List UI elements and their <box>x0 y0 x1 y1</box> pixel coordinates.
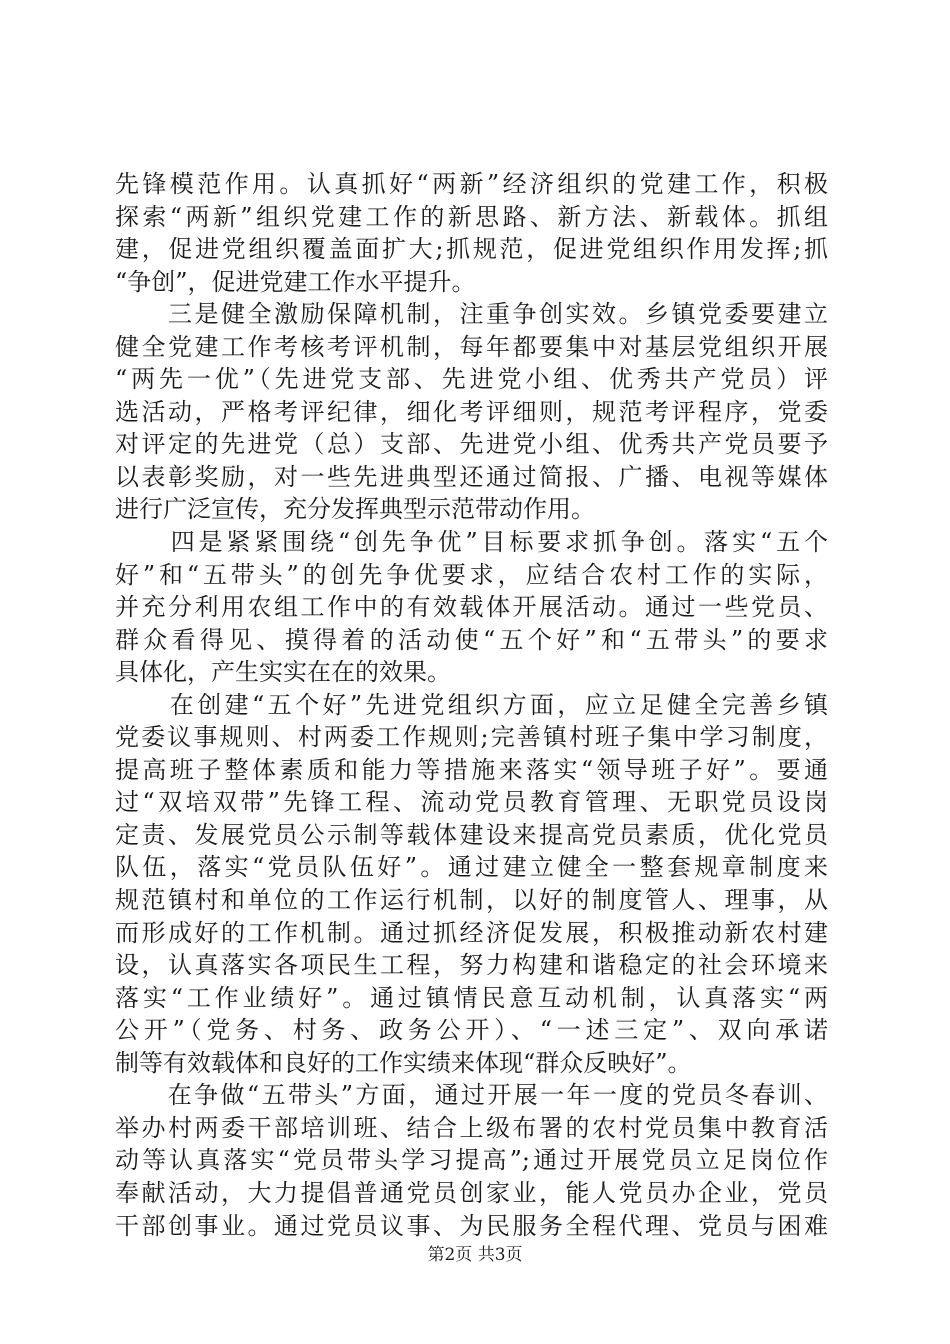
text-line: 群众看得见、摸得着的活动使“五个好”和“五带头”的要求 <box>115 625 828 654</box>
text-line: “争创”，促进党建工作水平提升。 <box>115 267 476 296</box>
text-line: 公开”（党务、村务、政务公开）、“一述三定”、双向承诺 <box>115 1016 828 1045</box>
text-line: 三是健全激励保障机制，注重争创实效。乡镇党委要建立 <box>115 300 828 329</box>
text-line: 动等认真落实“党员带头学习提高”;通过开展党员立足岗位作 <box>115 1146 828 1175</box>
text-line: 建，促进党组织覆盖面扩大;抓规范，促进党组织作用发挥;抓 <box>115 235 828 264</box>
text-line: 并充分利用农组工作中的有效载体开展活动。通过一些党员、 <box>115 593 828 622</box>
text-line: 队伍，落实“党员队伍好”。通过建立健全一整套规章制度来 <box>115 853 828 882</box>
text-line: 健全党建工作考核考评机制，每年都要集中对基层党组织开展 <box>115 332 828 361</box>
text-line: “两先一优”（先进党支部、先进党小组、优秀共产党员）评 <box>115 365 828 394</box>
text-line: 党委议事规则、村两委工作规则;完善镇村班子集中学习制度， <box>115 723 828 752</box>
text-line: 举办村两委干部培训班、结合上级布署的农村党员集中教育活 <box>115 1113 828 1142</box>
document-body <box>115 168 828 1242</box>
text-line: 选活动，严格考评纪律，细化考评细则，规范考评程序，党委 <box>115 397 828 426</box>
text-line: 进行广泛宣传，充分发挥典型示范带动作用。 <box>115 495 595 524</box>
text-line: 而形成好的工作机制。通过抓经济促发展，积极推动新农村建 <box>115 918 828 947</box>
text-line: 探索“两新”组织党建工作的新思路、新方法、新载体。抓组 <box>115 202 828 231</box>
text-line: 四是紧紧围绕“创先争优”目标要求抓争创。落实“五个 <box>115 528 828 557</box>
text-line: 落实“工作业绩好”。通过镇情民意互动机制，认真落实“两 <box>115 983 828 1012</box>
page-number-label: 第2页 共3页 <box>427 1245 523 1265</box>
text-line: 好”和“五带头”的创先争优要求，应结合农村工作的实际， <box>115 560 828 589</box>
text-line: 先锋模范作用。认真抓好“两新”经济组织的党建工作，积极 <box>115 170 828 198</box>
text-line: 干部创事业。通过党员议事、为民服务全程代理、党员与困难 <box>115 1211 828 1240</box>
text-line: 过“双培双带”先锋工程、流动党员教育管理、无职党员设岗 <box>115 788 828 817</box>
text-line: 具体化，产生实实在在的效果。 <box>115 658 451 687</box>
page-footer <box>0 1243 950 1267</box>
text-line: 定责、发展党员公示制等载体建设来提高党员素质，优化党员 <box>115 820 828 849</box>
text-line: 在争做“五带头”方面，通过开展一年一度的党员冬春训、 <box>115 1081 828 1110</box>
text-line: 在创建“五个好”先进党组织方面，应立足健全完善乡镇 <box>115 690 828 719</box>
text-line: 设，认真落实各项民生工程，努力构建和谐稳定的社会环境来 <box>115 951 828 980</box>
text-line: 以表彰奖励，对一些先进典型还通过简报、广播、电视等媒体 <box>115 462 828 491</box>
text-line: 规范镇村和单位的工作运行机制，以好的制度管人、理事，从 <box>115 886 828 915</box>
text-line: 对评定的先进党（总）支部、先进党小组、优秀共产党员要予 <box>115 430 828 459</box>
text-line: 奉献活动，大力提倡普通党员创家业，能人党员办企业，党员 <box>115 1178 828 1207</box>
text-line: 制等有效载体和良好的工作实绩来体现“群众反映好”。 <box>115 1048 692 1077</box>
text-line: 提高班子整体素质和能力等措施来落实“领导班子好”。要通 <box>115 755 828 784</box>
